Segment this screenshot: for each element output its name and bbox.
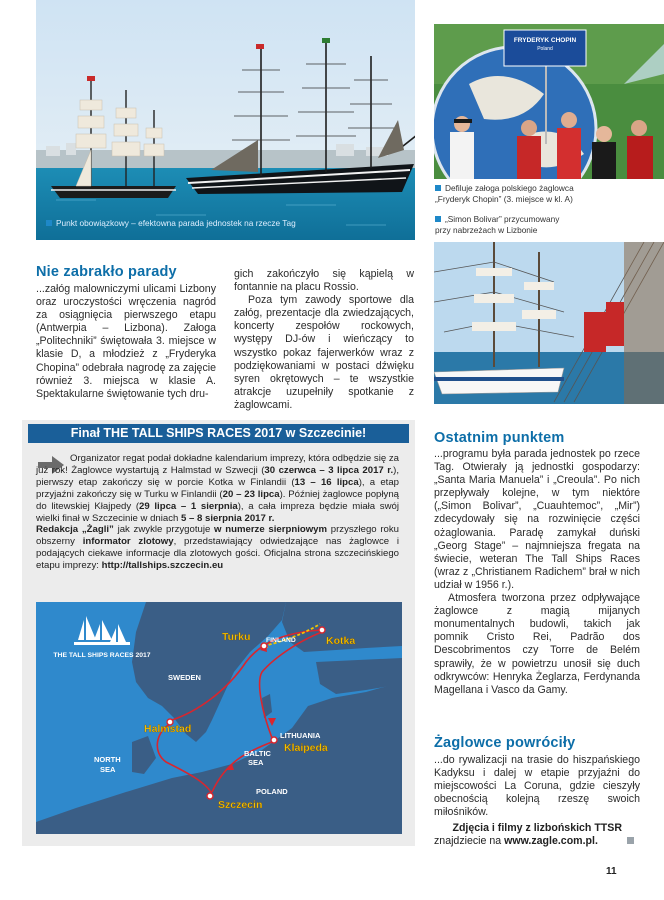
end-of-article-square xyxy=(627,837,634,844)
section-heading-last-point: Ostatnim punktem xyxy=(434,430,565,446)
fryderyk-chopin-crew-photo xyxy=(434,24,664,179)
section-heading-parade: Nie zabrakło parady xyxy=(36,264,177,280)
last-point-paragraph-2: Atmosfera tworzona przez odpływające żaglowce z magią mijanych monumentalnych budowli, takich jak pomnik Cristo Rei, Padrão dos Descobrimentos czy Torre de Belém sprawiły, że w powietrzu unosił się duch odkrywców: Henryka Żeglarza, Ferdynanda Magellana i Vasco da Gamy. xyxy=(434,592,640,696)
map-label-sweden: SWEDEN xyxy=(168,673,201,682)
map-label-halmstad: Halmstad xyxy=(144,723,192,735)
last-point-column xyxy=(434,448,640,697)
map-label-klaipeda: Klaipeda xyxy=(284,742,328,754)
parade-paragraph-2: gich zakończyło się kąpielą w fontannie na placu Rossio. xyxy=(234,268,414,294)
last-point-paragraph-1: ...programu była parada jednostek po rzece Tag. Otwierały ją jednostki gospodarzy: „Santa Maria Manuela” i „Creoula”. Po nich przepływały kolejne, w tym niektóre („Simon Bolivar”, „Cuauhtemoc”, „Mir”) zdecydowały się na rozwinięcie części ożaglowania. Paradę zamykał duński „Georg Stage” – najmniejsza fregata na świecie, weteran The Tall Ships Races (wraz z „Christianem Radichem” brał w nich udział w 1956 r.). xyxy=(434,448,640,591)
map-label-turku: Turku xyxy=(222,631,251,643)
race-route-map xyxy=(36,602,402,834)
caption-square-icon xyxy=(435,216,441,222)
bolivar-photo-caption: „Simon Bolivar” przycumowany przy nabrzeżach w Lizbonie xyxy=(435,214,560,235)
globe-sign-country: Poland xyxy=(537,46,553,52)
caption-square-icon xyxy=(46,220,52,226)
map-label-baltic-1: BALTIC xyxy=(244,749,271,758)
bolivar-illustration xyxy=(434,242,664,404)
tall-ships-parade-illustration xyxy=(36,0,415,240)
returned-column xyxy=(434,754,640,819)
photo-credit xyxy=(434,822,640,848)
simon-bolivar-photo xyxy=(434,242,664,404)
final-box-text xyxy=(36,453,399,572)
final-schedule-paragraph: Organizator regat podał dokładne kalendarium imprezy, która odbędzie się za już rok! Żaglowce wystartują z Halmstad w Szwecji (30 czerwca – 3 lipca 2017 r.), pierwszy etap zakończy się w porcie Kotka w Finlandii (13 – 16 lipca), a etap przyjaźni zakończy się w Turku w Finlandii (20 – 23 lipca). Później żaglowce popłyną do litewskiej Kłajpedy (29 lipca – 1 sierpnia), a cała impreza będzie miała swój wielki finał w Szczecinie w dniach 5 – 8 sierpnia 2017 r. xyxy=(36,453,399,524)
map-label-north-sea-1: NORTH xyxy=(94,755,121,764)
final-guide-paragraph: Redakcja „Żagli” jak zwykle przygotuje w numerze sierpniowym przyszłego roku obszerny informator zlotowy, przedstawiający odwiedzające nas żaglowce i podających ciekawe informacje dla zlotowych gości. Oficjalna strona szczecińskiego etapu imprezy: http://tallships.szczecin.eu xyxy=(36,524,400,572)
map-label-kotka: Kotka xyxy=(326,635,356,647)
parade-column-1 xyxy=(36,283,216,401)
parade-paragraph-1: ...załóg malowniczymi ulicami Lizbony oraz uroczystości wręczenia nagród za osiągnięcia pierwszego etapu (Antwerpia – Lizbona). Załoga „Politechniki” świętowała 3. miejsce w klasie D, a młodzież z „Fryderyka Chopina” odebrała nagrodę za zajęcie również 3. miejsca w klasie A. Spektakularne świętowanie tych dru- xyxy=(36,283,216,400)
parade-paragraph-3: Poza tym zawody sportowe dla załóg, prezentacje dla zwiedzających, koncerty zespołów rockowych, występy DJ-ów i wieńczący to wszystko pokaz fajerwerków wraz z podziękowaniami w postaci dźwięku syren okrętowych – te wszystkie atrakcje uzupełniły spotkanie z żaglowcami. xyxy=(234,294,414,411)
final-box-title: Finał THE TALL SHIPS RACES 2017 w Szczecinie! xyxy=(28,424,409,443)
ships-photo-caption: Punkt obowiązkowy – efektowna parada jednostek na rzecze Tag xyxy=(46,218,296,229)
photo-credit-line-1: Zdjęcia i filmy z lizbońskich TTSR xyxy=(452,822,622,834)
caption-square-icon xyxy=(435,185,441,191)
map-label-lithuania: LITHUANIA xyxy=(280,731,321,740)
globe-photo-caption: Defiluje załoga polskiego żaglowca „Fryderyk Chopin” (3. miejsce w kl. A) xyxy=(435,183,574,204)
globe-sign-title: FRYDERYK CHOPIN xyxy=(513,37,577,44)
map-label-poland: POLAND xyxy=(256,787,288,796)
section-heading-returned: Żaglowce powróciły xyxy=(434,735,576,751)
page-number: 11 xyxy=(606,866,617,877)
map-label-baltic-2: SEA xyxy=(248,758,264,767)
map-label-szczecin: Szczecin xyxy=(218,799,263,811)
official-site-link[interactable]: http://tallships.szczecin.eu xyxy=(101,560,224,572)
map-logo-text: THE TALL SHIPS RACES 2017 xyxy=(53,652,151,659)
tall-ships-parade-photo xyxy=(36,0,415,240)
parade-column-2 xyxy=(234,268,414,412)
crew-globe-illustration xyxy=(434,24,664,179)
map-label-north-sea-2: SEA xyxy=(100,765,116,774)
returned-paragraph: ...do rywalizacji na trasie do hiszpańskiego Kadyksu i dalej w etapie przyjaźni do miejscowości La Coruna, gdzie cieszyły obecnością kolejną rzeszę swoich miłośników. xyxy=(434,754,640,819)
race-route-map-svg xyxy=(36,602,402,834)
map-label-finland: FINLAND xyxy=(266,637,296,644)
zagle-website-link[interactable]: www.zagle.com.pl. xyxy=(504,835,598,848)
photo-credit-line-2: znajdziecie na www.zagle.com.pl. xyxy=(434,835,598,848)
